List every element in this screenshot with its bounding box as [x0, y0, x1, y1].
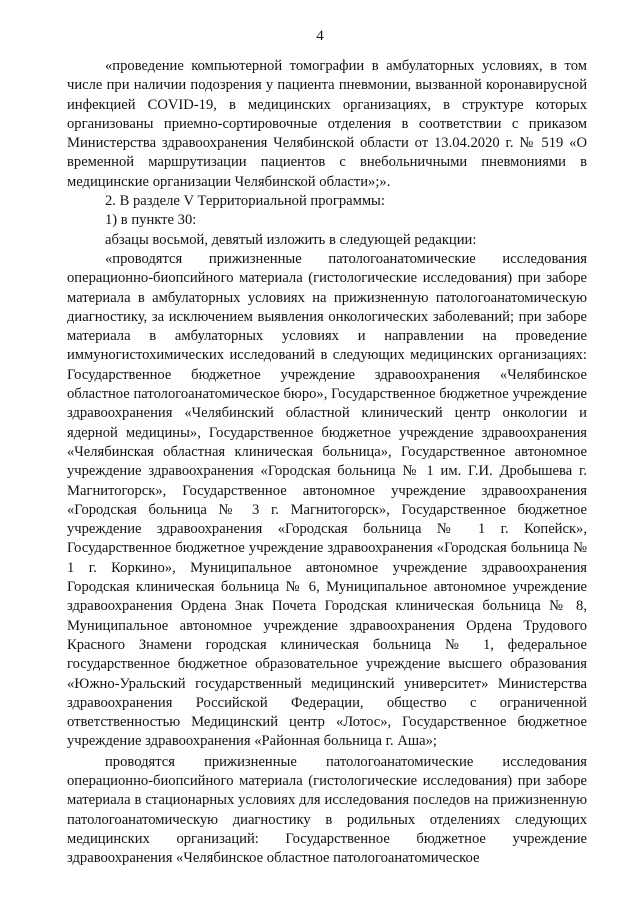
paragraph-point-30: 1) в пункте 30: [105, 212, 197, 229]
document-body [67, 57, 587, 868]
paragraph-inpatient-studies: проводятся прижизненные патологоанатомические исследования операционно-биопсийного материала (гистологические исследования) при заборе материала в стационарных условиях для исследования последов на прижизненную патологоанатомическую диагностику в родильных отделениях следующих медицинских организаций: Государственное бюджетное учреждение здравоохранения «Челябинское областное патологоанатомическое [67, 753, 587, 867]
paragraph-section-v: 2. В разделе V Территориальной программы: [105, 193, 385, 210]
page-number: 4 [316, 28, 324, 44]
paragraph-ct-amendment: «проведение компьютерной томографии в амбулаторных условиях, в том числе при наличии подозрения у пациента пневмонии, вызванной коронавирусной инфекцией COVID-19, в медицинских организациях, в структуре которых организованы приемно-сортировочные отделения в соответствии с приказом Министерства здравоохранения Челябинской области от 13.04.2020 г. № 519 «О временной маршрутизации пациентов с внебольничными пневмониями в медицинские организации Челябинской области»;». [67, 58, 587, 190]
paragraph-instruction: абзацы восьмой, девятый изложить в следующей редакции: [105, 231, 477, 248]
paragraph-outpatient-studies: «проводятся прижизненные патологоанатомические исследования операционно-биопсийного материала (гистологические исследования) при заборе материала в амбулаторных условиях на прижизненную патологоанатомическую диагностику, за исключением выявления онкологических заболеваний; при заборе материала в амбулаторных условиях и направлении на проведение иммуногистохимических исследований в следующих медицинских организациях: Государственное бюджетное учреждение здравоохранения «Челябинское областное патологоанатомическое бюро», Государственное бюджетное учреждение здравоохранения «Челябинский областной клинический центр онкологии и ядерной медицины», Государственное бюджетное учреждение здравоохранения «Челябинская областная клиническая больница», Государственное автономное учреждение здравоохранения «Городская больница № 1 им. Г.И. Дробышева г. Магнитогорск», Государственное автономное учреждение здравоохранения «Городская больница № 3 г. Магнитогорск», Государственное бюджетное учреждение здравоохранения «Городская больница № 1 г. Копейск», Государственное бюджетное учреждение здравоохранения «Городская больница № 1 г. Коркино», Муниципальное автономное учреждение здравоохранения Городская клиническая больница № 6, Муниципальное автономное учреждение здравоохранения Ордена Знак Почета Городская клиническая больница № 8, Муниципальное автономное учреждение здравоохранения Ордена Трудового Красного Знамени городская клиническая больница № 1, федеральное государственное бюджетное образовательное учреждение высшего образования «Южно-Уральский государственный медицинский университет» Министерства здравоохранения Российской Федерации, общество с ограниченной ответственностью Медицинский центр «Лотос», Государственное бюджетное учреждение здравоохранения «Районная больница г. Аша»; [67, 250, 587, 750]
